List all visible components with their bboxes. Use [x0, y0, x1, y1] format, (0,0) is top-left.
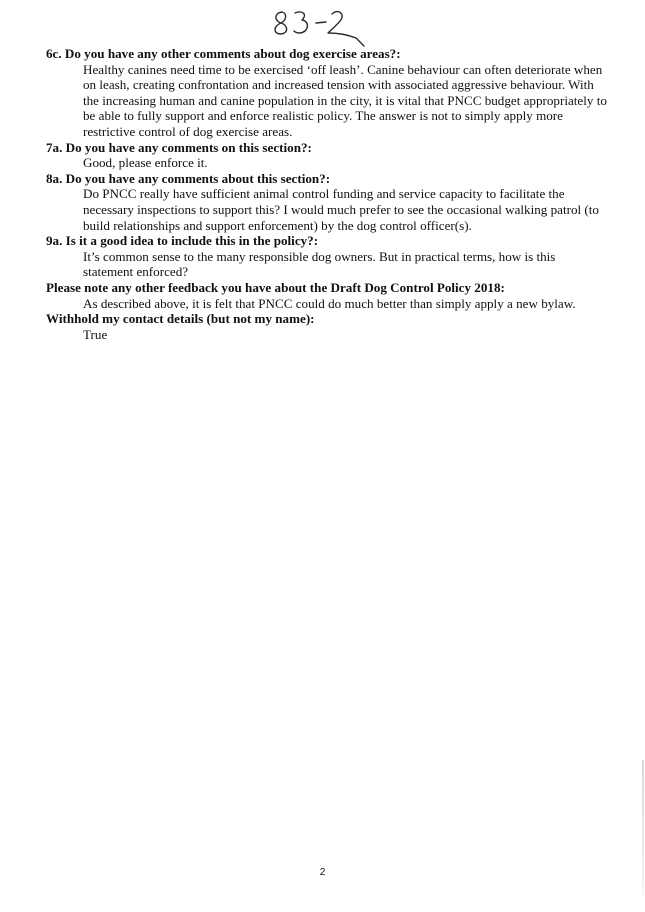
answer-7a: Good, please enforce it. [83, 155, 208, 171]
answer-6c: Healthy canines need time to be exercised ‘off leash’. Canine behaviour can often deteriorate when on leash, creating confrontation and increased tension with associated aggressive behaviour. With the increasing human and canine population in the city, it is vital that PNCC budget appropriately to be able to fully support and enforce realistic policy. The answer is not to simply apply more restrictive control of dog exercise areas. [83, 61, 607, 139]
page-number: 2 [319, 867, 326, 878]
question-withhold-contact: Withhold my contact details (but not my name): [46, 311, 315, 327]
answer-8a: Do PNCC really have sufficient animal control funding and service capacity to facilitate the necessary inspections to support this? I would much prefer to see the occasional walking patrol (to build relationships and support enforcement) by the dog control officer(s). [83, 186, 599, 233]
handwritten-annotation [268, 4, 368, 50]
answer-withhold-contact: True [83, 326, 108, 342]
survey-responses [46, 46, 608, 342]
handwritten-83-2-icon [268, 4, 368, 50]
question-9a: 9a. Is it a good idea to include this in the policy?: [46, 233, 319, 249]
question-6c: 6c. Do you have any other comments about dog exercise areas?: [46, 46, 401, 61]
question-7a: 7a. Do you have any comments on this section?: [46, 139, 312, 155]
answer-other-feedback: As described above, it is felt that PNCC could do much better than simply apply a new bylaw. [83, 295, 576, 311]
scan-edge-shadow [642, 760, 644, 895]
question-other-feedback: Please note any other feedback you have about the Draft Dog Control Policy 2018: [46, 279, 505, 295]
question-8a: 8a. Do you have any comments about this section?: [46, 170, 331, 186]
answer-9a: It’s common sense to the many responsible dog owners. But in practical terms, how is this statement enforced? [83, 248, 556, 280]
